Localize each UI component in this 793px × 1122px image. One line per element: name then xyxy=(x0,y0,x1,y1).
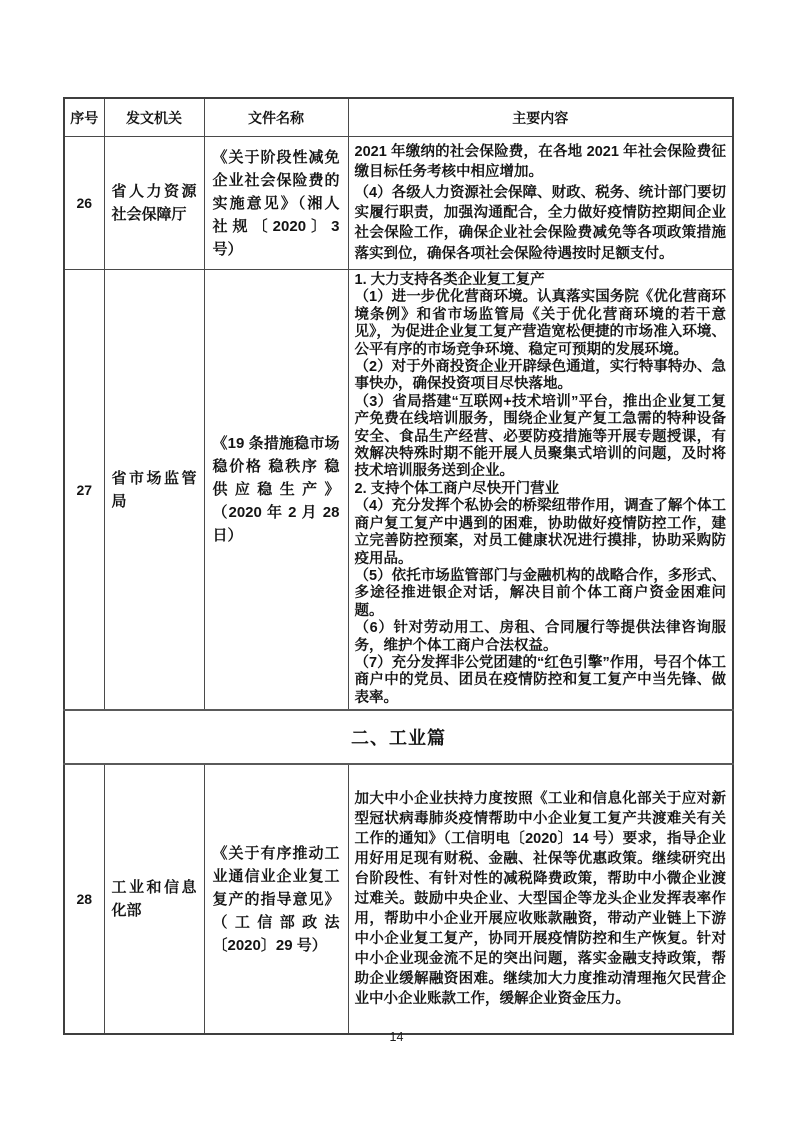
table-row xyxy=(64,764,733,1034)
content-cell xyxy=(348,137,733,270)
agency-cell: 工业和信息化部 xyxy=(104,764,204,1034)
content-paragraph: 2021 年缴纳的社会保险费，在各地 2021 年社会保险费征缴目标任务考核中相应增加。 xyxy=(354,143,726,181)
agency-cell: 省人力资源社会保障厅 xyxy=(104,137,204,270)
content-paragraph: （4）充分发挥个私协会的桥梁纽带作用，调查了解个体工商户复工复产中遇到的困难，协助做好疫情防控工作，建立完善防控预案，对员工健康状况进行摸排，协助采购防疫用品。 xyxy=(354,498,726,567)
policy-table xyxy=(63,97,734,1035)
column-header-doc-name: 文件名称 xyxy=(204,98,348,137)
content-paragraph: （2）对于外商投资企业开辟绿色通道，实行特事特办、急事快办，确保投资项目尽快落地。 xyxy=(354,359,726,393)
content-paragraph: 2. 支持个体工商户尽快开门营业 xyxy=(354,480,560,497)
column-header-serial-no: 序号 xyxy=(64,98,104,137)
doc-name-cell: 《19 条措施稳市场 稳价格 稳秩序 稳供应稳生产》（2020 年 2 月 28 日） xyxy=(204,270,348,711)
doc-name-cell: 《关于阶段性减免企业社会保险费的实施意见》（湘人社规〔2020〕3 号） xyxy=(204,137,348,270)
row-serial-no: 28 xyxy=(64,764,104,1034)
column-header-agency: 发文机关 xyxy=(104,98,204,137)
content-cell xyxy=(348,270,733,711)
table-row xyxy=(64,270,733,711)
content-paragraph: （7）充分发挥非公党团建的“红色引擎”作用，号召个体工商户中的党员、团员在疫情防控和复工复产中当先锋、做表率。 xyxy=(354,654,726,706)
content-paragraph: （5）依托市场监管部门与金融机构的战略合作，多形式、多途径推进银企对话，解决目前个体工商户资金困难问题。 xyxy=(354,567,726,619)
table-header-row xyxy=(64,98,733,137)
page-number: 14 xyxy=(389,1030,404,1044)
row-serial-no: 26 xyxy=(64,137,104,270)
section-header-row xyxy=(64,710,733,764)
content-paragraph: （1）进一步优化营商环境。认真落实国务院《优化营商环境条例》和省市场监管局《关于优化营商环境的若干意见》，为促进企业复工复产营造宽松便捷的市场准入环境、公平有序的市场竞争环境、稳定可预期的发展环境。 xyxy=(354,289,726,358)
content-paragraph: （3）省局搭建“互联网+技术培训”平台，推出企业复工复产免费在线培训服务，围绕企业复产复工急需的特种设备安全、食品生产经营、必要防疫措施等开展专题授课，有效解决特殊时期不能开展人员聚集式培训的问题，及时将技术培训服务送到企业。 xyxy=(354,393,726,480)
section-header-industry: 二、工业篇 xyxy=(64,710,733,764)
column-header-main-content: 主要内容 xyxy=(348,98,733,137)
content-paragraph: 1. 大力支持各类企业复工复产 xyxy=(354,272,545,288)
agency-cell: 省市场监管局 xyxy=(104,270,204,711)
content-paragraph: （4）各级人力资源社会保障、财政、税务、统计部门要切实履行职责，加强沟通配合，全力做好疫情防控期间企业社会保险工作，确保企业社会保险费减免等各项政策措施落实到位，确保各项社会保险待遇按时足额支付。 xyxy=(354,184,726,262)
content-paragraph: （6）针对劳动用工、房租、合同履行等提供法律咨询服务，维护个体工商户合法权益。 xyxy=(354,620,726,654)
row-serial-no: 27 xyxy=(64,270,104,711)
content-cell xyxy=(348,764,733,1034)
doc-name-cell: 《关于有序推动工业通信业企业复工复产的指导意见》（工信部政法〔2020〕29 号） xyxy=(204,764,348,1034)
table-row xyxy=(64,137,733,270)
content-paragraph: 加大中小企业扶持力度按照《工业和信息化部关于应对新型冠状病毒肺炎疫情帮助中小企业复工复产共渡难关有关工作的通知》（工信明电〔2020〕14 号）要求，指导企业用好用足现有财税、金融、社保等优惠政策。继续研究出台阶段性、有针对性的减税降费政策，帮助中小微企业渡过难关。鼓励中央企业、大型国企等龙头企业发挥表率作用，帮助中小企业开展应收账款融资，带动产业链上下游中小企业复工复产，协同开展疫情防控和生产恢复。针对中小企业现金流不足的突出问题，落实金融支持政策，帮助企业缓解融资困难。继续加大力度推动清理拖欠民营企业中小企业账款工作，缓解企业资金压力。 xyxy=(354,791,726,1008)
